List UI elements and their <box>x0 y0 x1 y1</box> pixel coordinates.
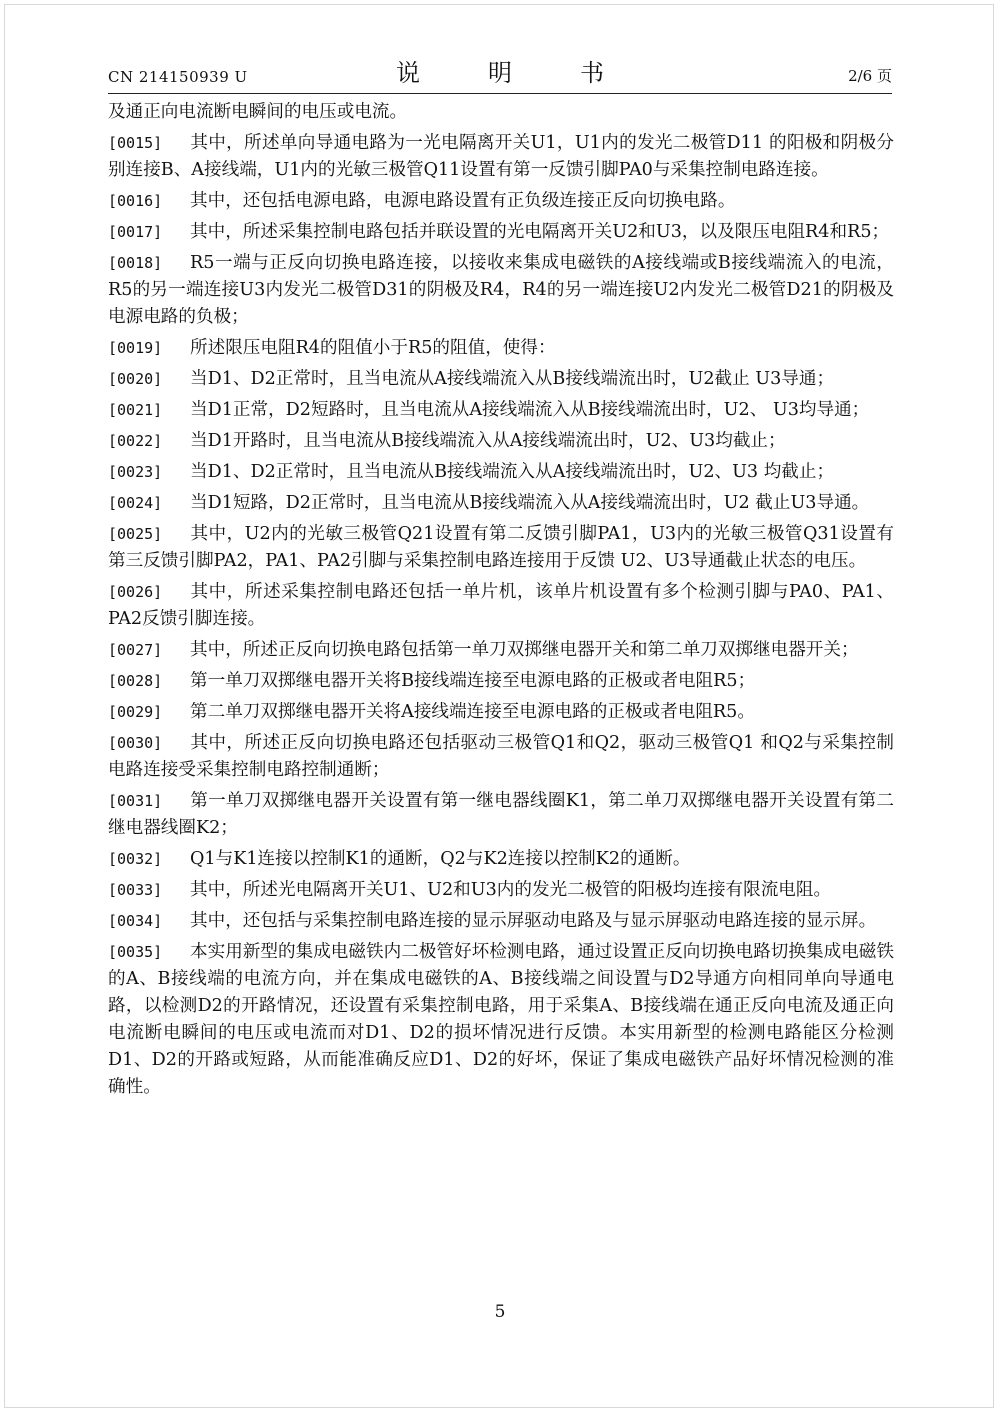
paragraph-number: [0026] <box>108 583 163 601</box>
paragraph-text: 其中，所述正反向切换电路包括第一单刀双掷继电器开关和第二单刀双掷继电器开关； <box>190 640 859 660</box>
paragraph-text: R5一端与正反向切换电路连接，以接收来集成电磁铁的A接线端或B接线端流入的电流，R5的另一端连接U3内发光二极管D31的阴极及R4，R4的另一端连接U2内发光二极管D21的阴极及电源电路的负极； <box>108 253 894 327</box>
paragraph-text: 第一单刀双掷继电器开关将B接线端连接至电源电路的正极或者电阻R5； <box>190 671 756 691</box>
paragraph <box>108 250 894 331</box>
paragraph-number: [0033] <box>108 881 163 899</box>
paragraph-number: [0015] <box>108 134 163 152</box>
paragraph <box>108 428 894 455</box>
paragraph-number: [0029] <box>108 703 163 721</box>
paragraph-text: Q1与K1连接以控制K1的通断，Q2与K2连接以控制K2的通断。 <box>190 849 691 869</box>
paragraph-number: [0034] <box>108 912 163 930</box>
paragraph <box>108 788 894 842</box>
paragraph-number: [0017] <box>108 223 163 241</box>
paragraph-text: 其中，所述单向导通电路为一光电隔离开关U1，U1内的发光二极管D11 的阳极和阴极分别连接B、A接线端，U1内的光敏三极管Q11设置有第一反馈引脚PA0与采集控制电路连接。 <box>108 133 894 180</box>
paragraph-text: 当D1、D2正常时，且当电流从B接线端流入从A接线端流出时，U2、U3 均截止； <box>190 462 835 482</box>
paragraph-number: [0031] <box>108 792 163 810</box>
paragraph-text: 所述限压电阻R4的阻值小于R5的阻值，使得： <box>190 338 556 358</box>
paragraph-number: [0022] <box>108 432 163 450</box>
paragraph <box>108 188 894 215</box>
page-number: 5 <box>494 1302 506 1322</box>
paragraph-number: [0020] <box>108 370 163 388</box>
paragraph-text: 其中，还包括与采集控制电路连接的显示屏驱动电路及与显示屏驱动电路连接的显示屏。 <box>190 911 877 931</box>
paragraph-number: [0030] <box>108 734 163 752</box>
paragraph <box>108 846 894 873</box>
paragraph <box>108 490 894 517</box>
page-header <box>108 58 892 92</box>
paragraph <box>108 908 894 935</box>
paragraph-number: [0021] <box>108 401 163 419</box>
paragraph-number: [0032] <box>108 850 163 868</box>
paragraph-text: 第二单刀双掷继电器开关将A接线端连接至电源电路的正极或者电阻R5。 <box>190 702 755 722</box>
paragraph-number: [0024] <box>108 494 163 512</box>
paragraph-text: 及通正向电流断电瞬间的电压或电流。 <box>108 102 408 122</box>
paragraph-text: 其中，所述正反向切换电路还包括驱动三极管Q1和Q2，驱动三极管Q1 和Q2与采集控制电路连接受采集控制电路控制通断； <box>108 733 894 780</box>
header-divider <box>108 93 892 94</box>
paragraph-text: 当D1正常，D2短路时，且当电流从A接线端流入从B接线端流出时，U2、 U3均导通； <box>190 400 870 420</box>
paragraph-text: 其中，还包括电源电路，电源电路设置有正负级连接正反向切换电路。 <box>190 191 736 211</box>
paragraph-text: 本实用新型的集成电磁铁内二极管好坏检测电路，通过设置正反向切换电路切换集成电磁铁的A、B接线端的电流方向，并在集成电磁铁的A、B接线端之间设置与D2导通方向相同单向导通电路，以检测D2的开路情况，还设置有采集控制电路，用于采集A、B接线端在通正反向电流及通正向电流断电瞬间的电压或电流而对D1、D2的损坏情况进行反馈。本实用新型的检测电路能区分检测D1、D2的开路或短路，从而能准确反应D1、D2的好坏，保证了集成电磁铁产品好坏情况检测的准确性。 <box>108 942 894 1097</box>
paragraph <box>108 637 894 664</box>
paragraph <box>108 668 894 695</box>
paragraph <box>108 730 894 784</box>
paragraph-text: 当D1、D2正常时，且当电流从A接线端流入从B接线端流出时，U2截止 U3导通； <box>190 369 835 389</box>
page-indicator: 2/6 页 <box>848 67 892 85</box>
document-title: 说 明 书 <box>396 59 626 87</box>
paragraph-number: [0023] <box>108 463 163 481</box>
paragraph-number: [0016] <box>108 192 163 210</box>
paragraph-text: 其中，所述采集控制电路包括并联设置的光电隔离开关U2和U3，以及限压电阻R4和R5； <box>190 222 890 242</box>
paragraph-text: 当D1开路时，且当电流从B接线端流入从A接线端流出时，U2、U3均截止； <box>190 431 786 451</box>
paragraph-number: [0028] <box>108 672 163 690</box>
paragraph-text: 其中，U2内的光敏三极管Q21设置有第二反馈引脚PA1，U3内的光敏三极管Q31设置有第三反馈引脚PA2，PA1、PA2引脚与采集控制电路连接用于反馈 U2、U3导通截止状态的电压。 <box>108 524 894 571</box>
paragraph-text: 当D1短路，D2正常时，且当电流从B接线端流入从A接线端流出时，U2 截止U3导通。 <box>190 493 870 513</box>
paragraph <box>108 130 894 184</box>
paragraph-number: [0025] <box>108 525 163 543</box>
paragraph-number: [0018] <box>108 254 163 272</box>
paragraph <box>108 459 894 486</box>
paragraph <box>108 219 894 246</box>
document-body <box>108 99 894 1105</box>
paragraph-text: 第一单刀双掷继电器开关设置有第一继电器线圈K1，第二单刀双掷继电器开关设置有第二继电器线圈K2； <box>108 791 894 838</box>
paragraph <box>108 335 894 362</box>
paragraph <box>108 877 894 904</box>
paragraph <box>108 366 894 393</box>
paragraph-number: [0035] <box>108 943 163 961</box>
paragraph-text: 其中，所述采集控制电路还包括一单片机，该单片机设置有多个检测引脚与PA0、PA1、PA2反馈引脚连接。 <box>108 582 894 629</box>
paragraph <box>108 579 894 633</box>
paragraph <box>108 397 894 424</box>
paragraph <box>108 699 894 726</box>
paragraph <box>108 99 894 126</box>
paragraph <box>108 521 894 575</box>
paragraph-number: [0027] <box>108 641 163 659</box>
paragraph <box>108 939 894 1101</box>
publication-number: CN 214150939 U <box>108 68 248 86</box>
paragraph-text: 其中，所述光电隔离开关U1、U2和U3内的发光二极管的阳极均连接有限流电阻。 <box>190 880 832 900</box>
paragraph-number: [0019] <box>108 339 163 357</box>
